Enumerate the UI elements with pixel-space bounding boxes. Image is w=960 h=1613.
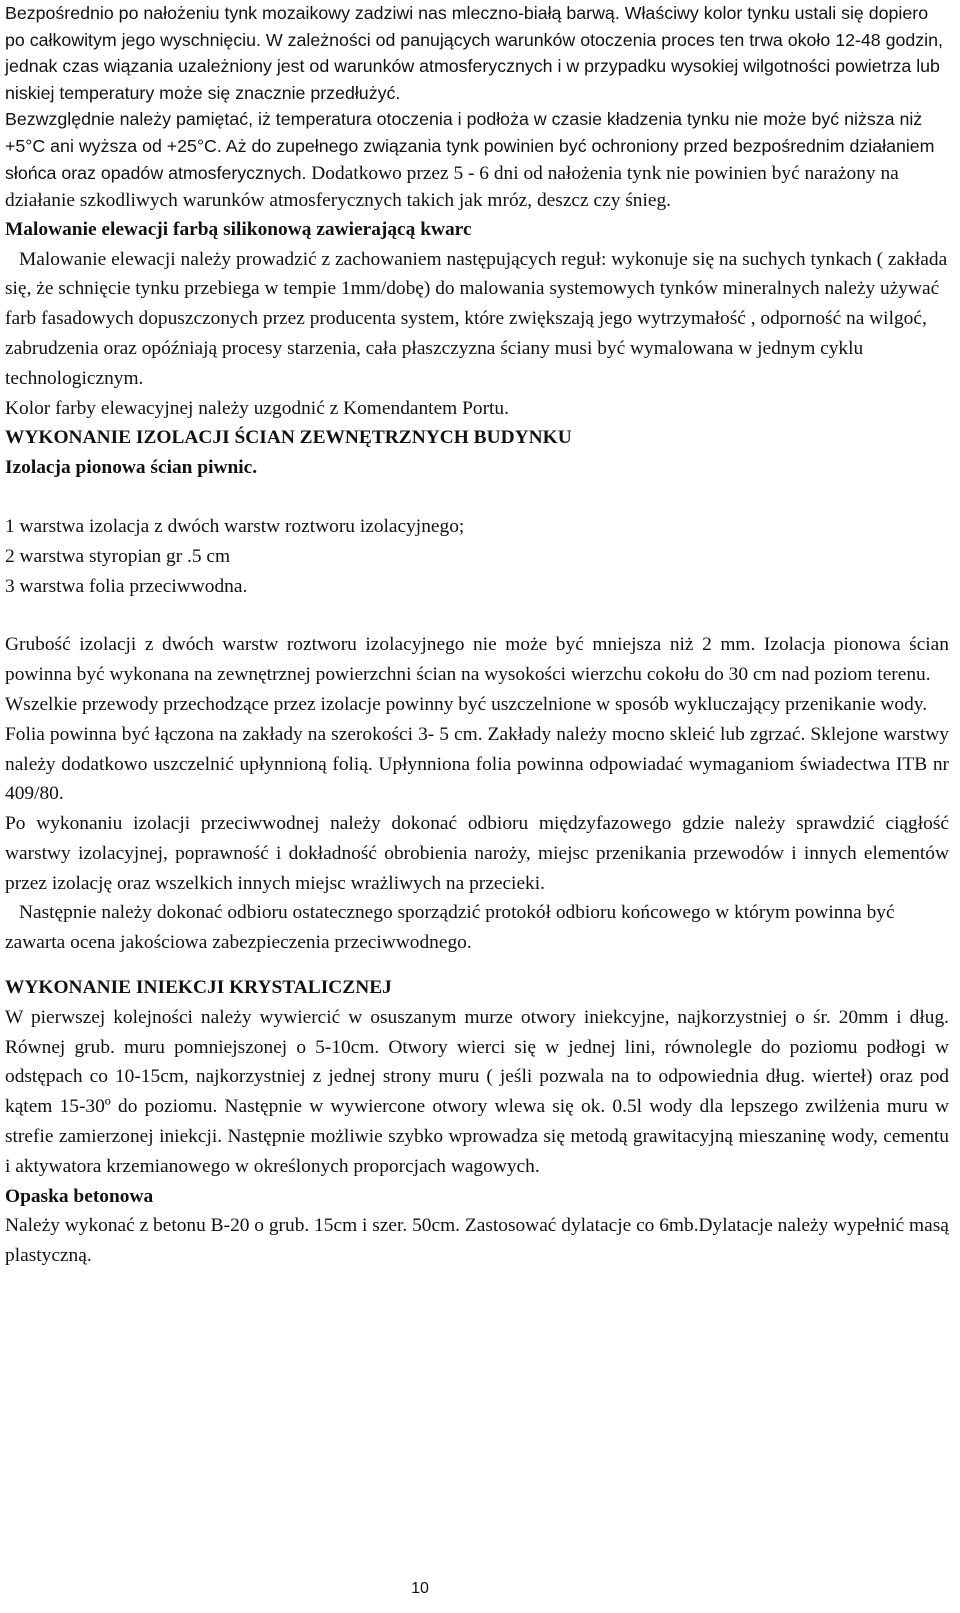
injection-paragraph-1: W pierwszej kolejności należy wywiercić w osuszanym murze otwory iniekcyjne, najkorzystniej o śr. 20mm i dług. Równej grub. muru pomniejszonej o 5-10cm. Otwory wierci się w jednej lini, równolegle do poziomu podłogi w odstępach co 10-15cm, najkorzystniej z jednej strony muru ( jeśli pozwala na to odpowiednia dług. wierteł) oraz pod kątem 15-30º do poziomu. Następnie w wywiercone otwory wlewa się ok. 0.5l wody dla lepszego zwilżenia muru w strefie zamierzonej iniekcji. Następnie możliwie szybko wprowadza się metodą grawitacyjną mieszaninę wody, cementu i aktywatora krzemianowego w określonych proporcjach wagowych. (5, 1006, 949, 1177)
insulation-paragraph-4: Po wykonaniu izolacji przeciwwodnej należy dokonać odbioru międzyfazowego gdzie należy sprawdzić ciągłość warstwy izolacyjnej, poprawność i dokładność obrobienia naroży, miejsc przenikania przewodów i innych elementów przez izolację oraz wszelkich innych miejsc wrażliwych na przecieki. (5, 813, 949, 894)
insulation-paragraph-3: Folia powinna być łączona na zakłady na szerokości 3- 5 cm. Zakłady należy mocno skleić lub zgrzać. Sklejone warstwy należy dodatkowo uszczelnić upłynnioną folią. Upłynniona folia powinna odpowiadać wymaganiom świadectwa ITB nr 409/80. (5, 723, 949, 805)
insulation-heading: WYKONANIE IZOLACJI ŚCIAN ZEWNĘTRZNYCH BUDYNKU (5, 427, 572, 449)
injection-heading: WYKONANIE INIEKCJI KRYSTALICZNEJ (5, 977, 392, 999)
spacer (5, 958, 949, 973)
intro-paragraph-1: Bezpośrednio po nałożeniu tynk mozaikowy zadziwi nas mleczno-białą barwą. Właściwy kolor tynku ustali się dopiero po całkowitym jego wyschnięciu. W zależności od panujących warunków otoczenia proces ten trwa około 12-48 godzin, jednak czas wiązania uzależniony jest od warunków atmosferycznych i w przypadku wysokiej wilgotności powietrza lub niskiej temperatury może się znacznie przedłużyć. (5, 3, 943, 103)
intro-paragraph-2-part-1: Bezwzględnie należy pamiętać, iż temperatura otoczenia i podłoża w czasie kładzenia tynku nie może być niższa niż +5°C ani wyższa od +25°C. Aż do zupełnego związania tynk powinien być ochroniony przed bezpośrednim działaniem słońca oraz opadów atmosferycznych. (5, 109, 935, 183)
band-paragraph-1: Należy wykonać z betonu B-20 o grub. 15cm i szer. 50cm. Zastosować dylatacje co 6mb.Dylatacje należy wypełnić masą plastyczną. (5, 1215, 949, 1267)
insulation-paragraph-2: Wszelkie przewody przechodzące przez izolacje powinny być uszczelnione w sposób wykluczający przenikanie wody. (5, 693, 928, 715)
insulation-paragraph-5: Następnie należy dokonać odbioru ostatecznego sporządzić protokół odbioru końcowego w którym powinna być zawarta ocena jakościowa zabezpieczenia przeciwwodnego. (5, 902, 895, 954)
layer-item-2: 2 warstwa styropian gr .5 cm (5, 545, 231, 567)
layer-item-1: 1 warstwa izolacja z dwóch warstw roztworu izolacyjnego; (5, 515, 465, 537)
spacer (5, 483, 949, 512)
intro-paragraph-2-part-2: Dodatkowo przez 5 - 6 dni od nałożenia tynk nie powinien być narażony na działanie szkodliwych warunków atmosferycznych takich jak mróz, deszcz czy śnieg. (5, 162, 899, 212)
layer-item-3: 3 warstwa folia przeciwwodna. (5, 575, 248, 597)
painting-paragraph-2: Kolor farby elewacyjnej należy uzgodnić z Komendantem Portu. (5, 397, 509, 419)
page-number: 10 (411, 1580, 429, 1597)
document-page (5, 0, 949, 1271)
band-heading: Opaska betonowa (5, 1185, 154, 1207)
painting-heading: Malowanie elewacji farbą silikonową zawierającą kwarc (5, 218, 472, 240)
painting-paragraph-1: Malowanie elewacji należy prowadzić z zachowaniem następujących reguł: wykonuje się na suchych tynkach ( zakłada się, że schnięcie tynku przebiega w tempie 1mm/dobę) do malowania systemowych tynków mineralnych należy używać farb fasadowych dopuszczonych przez producenta system, które zwiększają jego wytrzymałość , odporność na wilgoć, zabrudzenia oraz opóźniają procesy starzenia, cała płaszczyzna ściany musi być wymalowana w jednym cyklu technologicznym. (5, 248, 948, 389)
insulation-subheading: Izolacja pionowa ścian piwnic. (5, 457, 258, 479)
intro-paragraph-2 (5, 106, 949, 214)
insulation-paragraph-1: Grubość izolacji z dwóch warstw roztworu izolacyjnego nie może być mniejsza niż 2 mm. Izolacja pionowa ścian powinna być wykonana na zewnętrznej powierzchni ścian na wysokości wierzchu cokołu do 30 cm nad poziom terenu. (5, 634, 949, 686)
spacer (5, 601, 949, 630)
